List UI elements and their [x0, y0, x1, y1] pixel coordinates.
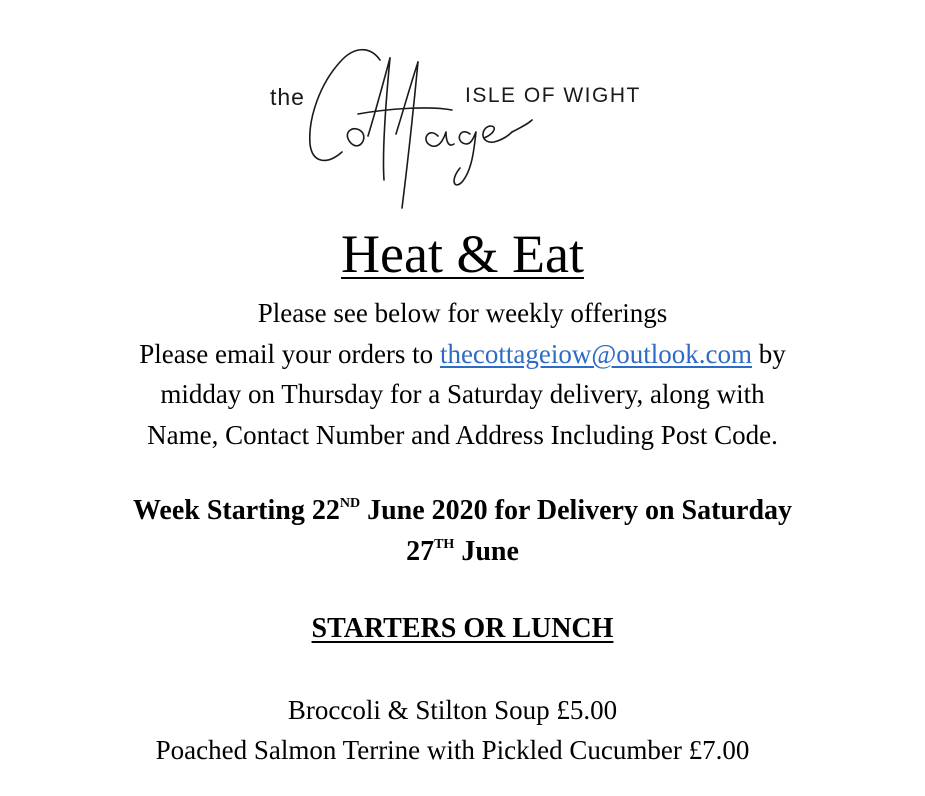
logo-location-text: ISLE OF WIGHT	[465, 84, 641, 107]
menu-item: Poached Salmon Terrine with Pickled Cucumber £7.00	[155, 735, 750, 765]
week-start-suffix: ND	[339, 496, 361, 511]
intro-line-1: Please see below for weekly offerings	[257, 298, 668, 328]
cottage-script-wordmark-icon	[262, 40, 642, 215]
intro-line-2-prefix: Please email your orders to	[139, 339, 434, 369]
email-link[interactable]: thecottageiow@outlook.com	[439, 339, 752, 369]
intro-line-2-suffix: by	[758, 339, 786, 369]
intro-line-3: midday on Thursday for a Saturday delivery, along with	[160, 379, 765, 409]
section-title: STARTERS OR LUNCH	[311, 613, 614, 644]
menu-item: Broccoli & Stilton Soup £5.00	[287, 695, 618, 725]
intro-line-2	[0, 338, 925, 370]
delivery-suffix: TH	[434, 537, 455, 552]
week-prefix: Week Starting 22	[132, 495, 340, 526]
page-title: Heat & Eat	[341, 224, 584, 284]
week-middle: June 2020 for Delivery on Saturday	[360, 495, 793, 526]
delivery-month: June	[454, 536, 519, 567]
week-starting-line	[0, 494, 925, 528]
cottage-logo	[262, 40, 642, 215]
logo-the-text: the	[270, 84, 305, 110]
delivery-day: 27	[406, 536, 435, 567]
delivery-date-line	[0, 535, 925, 569]
intro-line-4: Name, Contact Number and Address Including Post Code.	[147, 420, 778, 450]
